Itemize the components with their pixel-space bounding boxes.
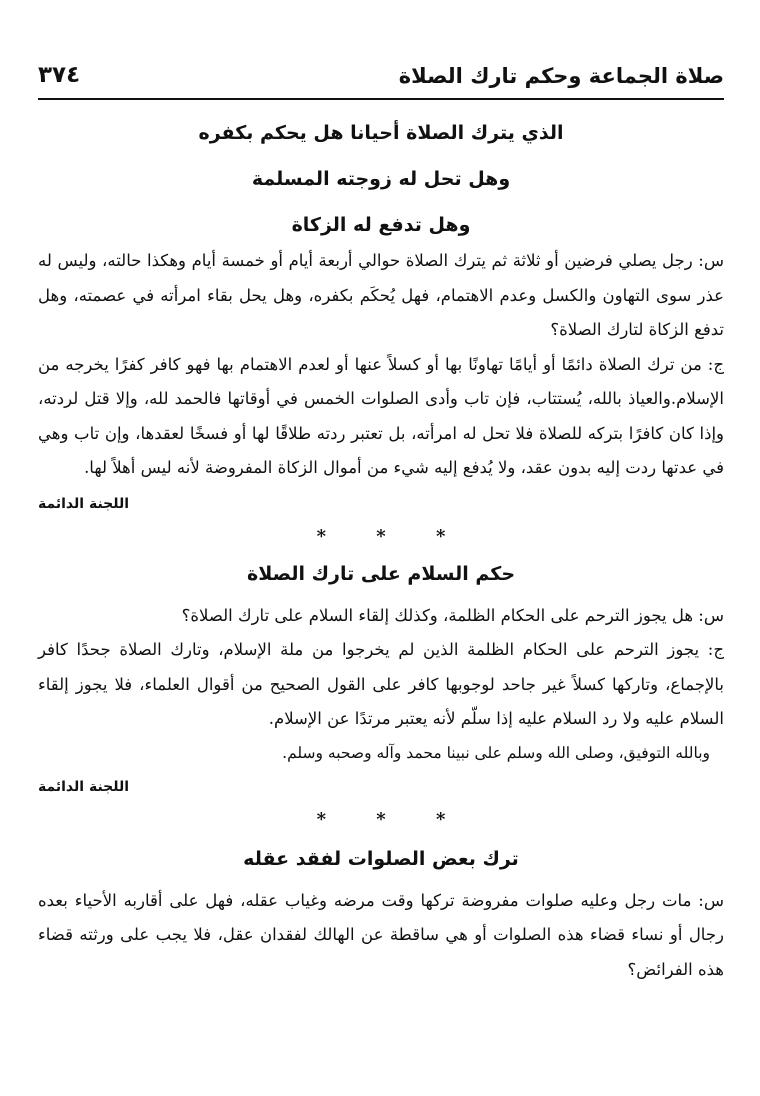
section1-signature: اللجنة الدائمة [38,495,130,512]
section2-closing: وبالله التوفيق، وصلى الله وسلم على نبينا محمد وآله وصحبه وسلم. [282,743,710,762]
page-number: ٣٧٤ [38,62,81,88]
section3-heading: ترك بعض الصلوات لفقد عقله [243,847,519,870]
section1-answer: ج: من ترك الصلاة دائمًا أو أيامًا تهاونًا بها أو كسلاً عنها أو لعدم الاهتمام بها فهو كافر كفرًا يخرجه من الإسلام.والعياذ بالله، يُستتاب، فإن تاب وأدى الصلوات الخمس في أوقاتها فالحمد لله، وإلا قتل لردته، وإذا كان كافرًا بتركه للصلاة فلا تحل له امرأته، بل تعتبر ردته طلاقًا لها أو فسخًا لعقدها، وإن تاب وهي في عدتها ردت إليه بدون عقد، ولا يُدفع إليه شيء من أموال الزكاة المفروضة لأنه ليس أهلاً لها. [38,354,724,477]
book-page [38,58,724,1068]
section2-signature: اللجنة الدائمة [38,778,130,795]
section1-heading-3: وهل تدفع له الزكاة [291,214,471,236]
separator-1: * * * [316,525,468,547]
running-header [38,58,724,100]
section2-heading: حكم السلام على تارك الصلاة [246,562,516,585]
separator-2: * * * [316,808,468,830]
section1-headings [38,120,724,238]
section1-heading-2: وهل تحل له زوجته المسلمة [251,168,511,190]
section3-question: س: مات رجل وعليه صلوات مفروضة تركها وقت مرضه وغياب عقله، فهل على أقاربه الأحياء بعده رجال أو نساء قضاء هذه الصلوات أو هي ساقطة عن الهالك لفقدان عقل، فلا يجب على ورثته قضاء هذه الفرائض؟ [38,890,724,979]
running-title: صلاة الجماعة وحكم تارك الصلاة [398,64,724,88]
section2-answer: ج: يجوز الترحم على الحكام الظلمة الذين لم يخرجوا من ملة الإسلام، وتارك الصلاة جحدًا كافر بالإجماع، وتاركها كسلاً غير جاحد لوجوبها كافر على القول الصحيح من أقوال العلماء، فلا يجوز إلقاء السلام عليه ولا رد السلام عليه إذا سلّم لأنه يعتبر مرتدًا عن الإسلام. [38,640,724,728]
section1-question: س: رجل يصلي فرضين أو ثلاثة ثم يترك الصلاة حوالي أربعة أيام أو خمسة أيام وهكذا حالته، وليس له عذر سوى التهاون والكسل وعدم الاهتمام، فهل يُحكَم بكفره، وهل يحل بقاء امرأته في عصمته، وهل تدفع الزكاة لتارك الصلاة؟ [38,251,724,339]
section2-heading-block [38,561,724,587]
section3-heading-block [38,846,724,872]
section1-heading-1: الذي يترك الصلاة أحيانا هل يحكم بكفره [198,122,564,144]
section2-question: س: هل يجوز الترحم على الحكام الظلمة، وكذلك إلقاء السلام على تارك الصلاة؟ [181,605,724,625]
